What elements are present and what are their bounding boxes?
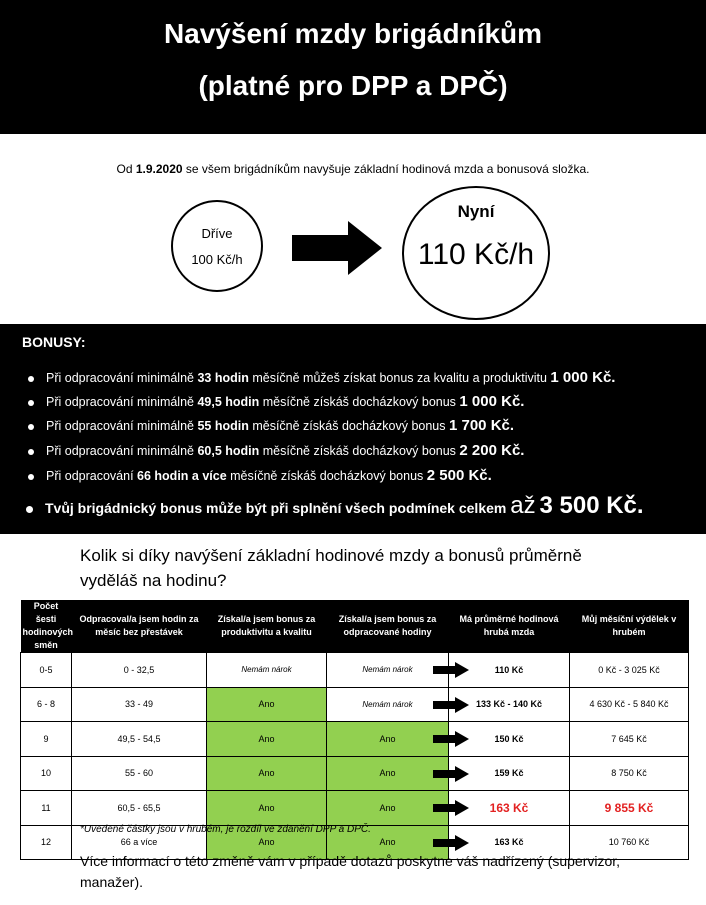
hours-cell: 33 - 49 — [72, 687, 207, 722]
more-info-text: Více informací o této změně vám v případě dotazů poskytne váš nadřízený (supervizor, manažer). — [80, 853, 621, 890]
footnote: *Uvedené částky jsou v hrubém, je rozdíl ve zdanění DPP a DPČ. — [80, 824, 371, 835]
quality-bonus-cell: Ano — [207, 687, 327, 722]
right-arrow-icon — [433, 697, 469, 713]
bullet-icon — [28, 424, 34, 430]
bonus-item: Při odpracování minimálně 49,5 hodin měsíčně získáš docházkový bonus 1 000 Kč. — [28, 393, 524, 410]
hourly-wage-cell: 159 Kč — [449, 756, 570, 791]
new-wage-circle — [402, 186, 550, 320]
bonus-title: BONUSY: — [22, 334, 86, 350]
shifts-cell: 9 — [21, 722, 72, 757]
shifts-cell: 11 — [21, 791, 72, 826]
hourly-wage-cell: 163 Kč — [449, 825, 570, 860]
hourly-wage-cell: 110 Kč — [449, 653, 570, 688]
old-wage-value: 100 Kč/h — [191, 252, 243, 267]
column-header: Odpracoval/a jsem hodin za měsíc bez přestávek — [72, 600, 207, 653]
column-header: Má průměrné hodinová hrubá mzda — [449, 600, 570, 653]
bonus-item: Při odpracování minimálně 60,5 hodin měsíčně získáš docházkový bonus 2 200 Kč. — [28, 442, 524, 459]
old-wage-circle — [171, 200, 263, 292]
right-arrow-icon — [433, 766, 469, 782]
quality-bonus-cell: Ano — [207, 722, 327, 757]
hours-bonus-cell: Ano — [327, 825, 449, 860]
hourly-wage-cell: 150 Kč — [449, 722, 570, 757]
column-header: Počet šesti hodinových směn — [21, 600, 72, 653]
question-text: Kolik si díky navýšení základní hodinové mzdy a bonusů průměrně vyděláš na hodinu? — [80, 546, 582, 590]
bullet-icon — [26, 506, 33, 513]
monthly-earnings-cell: 4 630 Kč - 5 840 Kč — [570, 687, 689, 722]
monthly-earnings-cell: 0 Kč - 3 025 Kč — [570, 653, 689, 688]
page-subtitle: (platné pro DPP a DPČ) — [198, 70, 508, 101]
new-wage-label: Nyní — [457, 202, 495, 221]
bullet-icon — [28, 376, 34, 382]
hours-cell: 55 - 60 — [72, 756, 207, 791]
page-title: Navýšení mzdy brigádníkům — [163, 18, 543, 49]
hours-bonus-cell: Ano — [327, 722, 449, 757]
bonus-item: Při odpracování minimálně 33 hodin měsíčně můžeš získat bonus za kvalitu a produktivitu 1 000 Kč. — [28, 369, 615, 386]
quality-bonus-cell: Nemám nárok — [207, 653, 327, 688]
header-banner — [0, 0, 706, 134]
hours-bonus-cell: Ano — [327, 756, 449, 791]
quality-bonus-cell: Ano — [207, 791, 327, 826]
old-wage-label: Dříve — [201, 226, 233, 241]
bonus-item: Při odpracování minimálně 55 hodin měsíčně získáš docházkový bonus 1 700 Kč. — [28, 417, 514, 434]
bonus-item: Při odpracování 66 hodin a více měsíčně získáš docházkový bonus 2 500 Kč. — [28, 467, 492, 484]
intro-text: Od 1.9.2020 se všem brigádníkům navyšuje základní hodinová mzda a bonusová složka. — [116, 162, 590, 176]
bullet-icon — [28, 474, 34, 480]
right-arrow-icon — [433, 835, 469, 851]
bullet-icon — [28, 449, 34, 455]
shifts-cell: 12 — [21, 825, 72, 860]
monthly-earnings-cell: 9 855 Kč — [570, 791, 689, 826]
column-header: Můj měsíční výdělek v hrubém — [570, 600, 689, 653]
bonus-total-amount: 3 500 Kč. — [539, 492, 644, 519]
bullet-icon — [28, 400, 34, 406]
table-row — [21, 687, 689, 722]
column-header: Získal/a jsem bonus za produktivitu a kvalitu — [207, 600, 327, 653]
quality-bonus-cell: Ano — [207, 756, 327, 791]
hours-cell: 0 - 32,5 — [72, 653, 207, 688]
right-arrow-icon — [433, 800, 469, 816]
shifts-cell: 0-5 — [21, 653, 72, 688]
hourly-wage-cell: 163 Kč — [449, 791, 570, 826]
right-arrow-icon — [433, 662, 469, 678]
effective-date: 1.9.2020 — [135, 162, 183, 176]
table-row — [21, 722, 689, 757]
table-row — [21, 791, 689, 826]
quality-bonus-cell: Ano — [207, 825, 327, 860]
hours-bonus-cell: Nemám nárok — [327, 687, 449, 722]
hourly-wage-cell: 133 Kč - 140 Kč — [449, 687, 570, 722]
right-arrow-icon — [292, 221, 382, 275]
hours-cell: 60,5 - 65,5 — [72, 791, 207, 826]
right-arrow-icon — [433, 731, 469, 747]
bonus-section — [0, 324, 706, 534]
column-header: Získal/a jsem bonus za odpracované hodiny — [327, 600, 449, 653]
hours-bonus-cell: Ano — [327, 791, 449, 826]
monthly-earnings-cell: 10 760 Kč — [570, 825, 689, 860]
hours-cell: 66 a více — [72, 825, 207, 860]
bonus-total: Tvůj brigádnický bonus může být při splnění všech podmínek celkem až 3 500 Kč. — [26, 492, 644, 520]
table-header-row — [21, 600, 689, 653]
monthly-earnings-cell: 7 645 Kč — [570, 722, 689, 757]
table-row — [21, 756, 689, 791]
shifts-cell: 10 — [21, 756, 72, 791]
shifts-cell: 6 - 8 — [21, 687, 72, 722]
hours-bonus-cell: Nemám nárok — [327, 653, 449, 688]
new-wage-value: 110 Kč/h — [417, 238, 535, 271]
monthly-earnings-cell: 8 750 Kč — [570, 756, 689, 791]
hours-cell: 49,5 - 54,5 — [72, 722, 207, 757]
table-row — [21, 653, 689, 688]
